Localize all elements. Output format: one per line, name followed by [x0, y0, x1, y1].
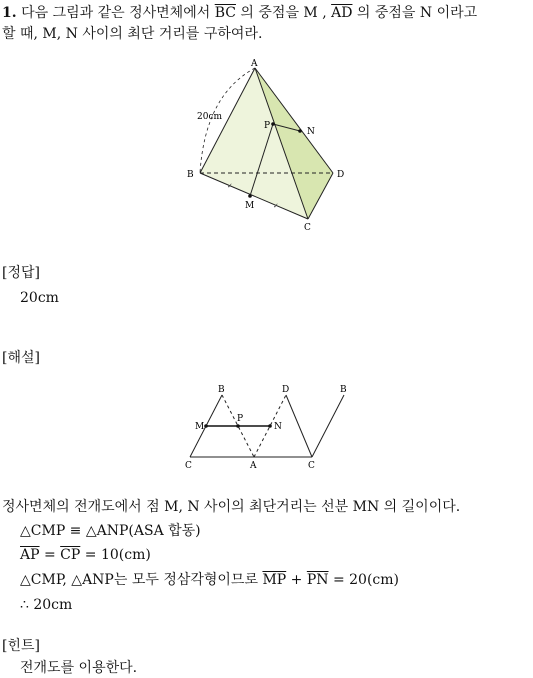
- solution-line-4: [20, 570, 399, 590]
- net-edge: [312, 395, 344, 457]
- net-label-d: D: [282, 385, 290, 395]
- net-edge: [286, 395, 312, 457]
- net-label-n: N: [274, 422, 282, 432]
- problem-text: 의 중점을 M ,: [240, 5, 327, 21]
- net-point-p: [236, 424, 240, 428]
- solution-line-1: 정사면체의 전개도에서 점 M, N 사이의 최단거리는 선분 MN 의 길이이다.: [2, 499, 461, 515]
- problem-text: 의 중점을 N 이라고: [356, 5, 478, 21]
- solution-line-5: ∴ 20cm: [20, 597, 73, 613]
- net-point-m: [204, 424, 208, 428]
- solution-text: = 10(cm): [84, 547, 151, 563]
- answer-value: 20cm: [20, 290, 59, 306]
- net-label-p: P: [237, 414, 244, 424]
- point-p: [271, 122, 275, 126]
- segment-cp: $\overline{CP}$: [60, 547, 81, 563]
- tetrahedron-figure: [0, 0, 533, 260]
- solution-text: = 20(cm): [332, 572, 400, 588]
- equals-sign: =: [43, 547, 56, 563]
- net-label-c: C: [185, 461, 192, 471]
- net-point-n: [268, 424, 272, 428]
- problem-line-2: 할 때, M, N 사이의 최단 거리를 구하여라.: [2, 26, 263, 42]
- problem-text: 다음 그림과 같은 정사면체에서: [21, 5, 211, 21]
- label-c: C: [304, 223, 311, 233]
- segment-bc: $\overline{BC}$: [214, 5, 236, 21]
- tick-mark: ✓: [227, 182, 233, 190]
- label-d: D: [337, 170, 345, 180]
- net-label-b: B: [218, 385, 225, 395]
- plus-sign: +: [290, 572, 303, 588]
- hint-header: [힌트]: [2, 638, 40, 654]
- point-m: [248, 194, 252, 198]
- label-n: N: [307, 127, 315, 137]
- label-p: P: [264, 121, 271, 131]
- net-label-m: M: [195, 422, 205, 432]
- solution-line-2: △CMP ≡ △ANP(ASA 합동): [20, 523, 201, 539]
- net-label-b: B: [340, 385, 347, 395]
- segment-ap: $\overline{AP}$: [20, 547, 40, 563]
- answer-header: [정답]: [2, 265, 40, 281]
- problem-number: 1.: [2, 5, 17, 21]
- label-a: A: [251, 59, 258, 69]
- solution-header: [해설]: [2, 350, 40, 366]
- point-n: [298, 129, 302, 133]
- hint-text: 전개도를 이용한다.: [20, 660, 138, 676]
- tick-mark: ✓: [273, 202, 279, 210]
- segment-pn: $\overline{PN}$: [306, 572, 329, 588]
- net-label-c: C: [308, 461, 315, 471]
- solution-text: △CMP, △ANP는 모두 정삼각형이므로: [20, 572, 258, 588]
- segment-mp: $\overline{MP}$: [262, 572, 287, 588]
- label-m: M: [245, 201, 255, 211]
- label-b: B: [187, 170, 194, 180]
- segment-ad: $\overline{AD}$: [331, 5, 353, 21]
- length-label: 20cm: [197, 112, 223, 122]
- net-label-a: A: [250, 461, 257, 471]
- solution-line-3: [20, 545, 151, 565]
- net-figure: [0, 378, 533, 473]
